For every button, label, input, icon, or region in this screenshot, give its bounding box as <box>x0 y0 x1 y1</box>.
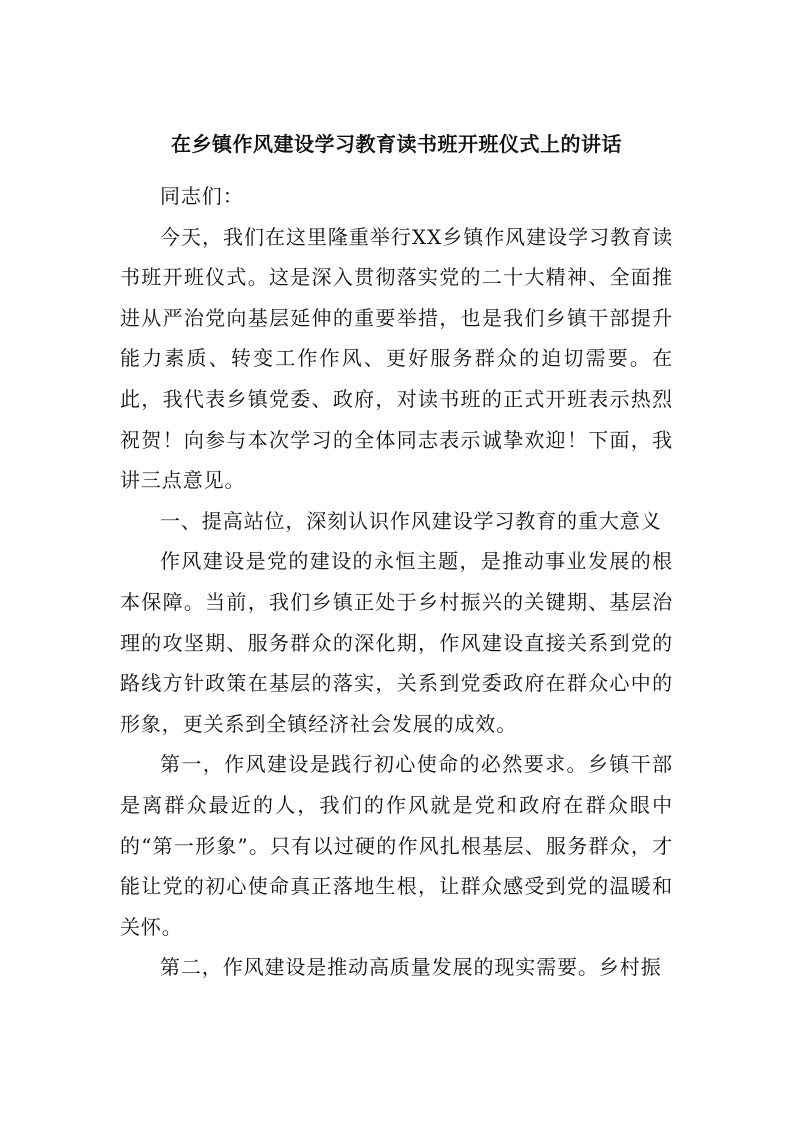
salutation-paragraph: 同志们： <box>160 184 244 208</box>
body-paragraph: 作风建设是党的建设的永恒主题，是推动事业发展的根本保障。当前，我们乡镇正处于乡村振兴的关键期、基层治理的攻坚期、服务群众的深化期，作风建设直接关系到党的路线方针政策在基层的落实，关系到党委政府在群众心中的形象，更关系到全镇经济社会发展的成效。 <box>120 549 673 736</box>
document-body <box>120 176 673 988</box>
body-paragraph: 第一，作风建设是践行初心使命的必然要求。乡镇干部是离群众最近的人，我们的作风就是党和政府在群众眼中的“第一形象”。只有以过硬的作风扎根基层、服务群众，才能让党的初心使命真正落地生根，让群众感受到党的温暖和关怀。 <box>120 752 673 939</box>
document-title: 在乡镇作风建设学习教育读书班开班仪式上的讲话 <box>171 132 622 156</box>
opening-paragraph: 今天，我们在这里隆重举行XX乡镇作风建设学习教育读书班开班仪式。这是深入贯彻落实党的二十大精神、全面推进从严治党向基层延伸的重要举措，也是我们乡镇干部提升能力素质、转变工作作风、更好服务群众的迫切需要。在此，我代表乡镇党委、政府，对读书班的正式开班表示热烈祝贺！向参与本次学习的全体同志表示诚挚欢迎！下面，我讲三点意见。 <box>120 224 673 493</box>
section-heading-1: 一、提高站位，深刻认识作风建设学习教育的重大意义 <box>160 508 662 533</box>
body-paragraph: 第二，作风建设是推动高质量发展的现实需要。乡村振 <box>160 955 662 980</box>
